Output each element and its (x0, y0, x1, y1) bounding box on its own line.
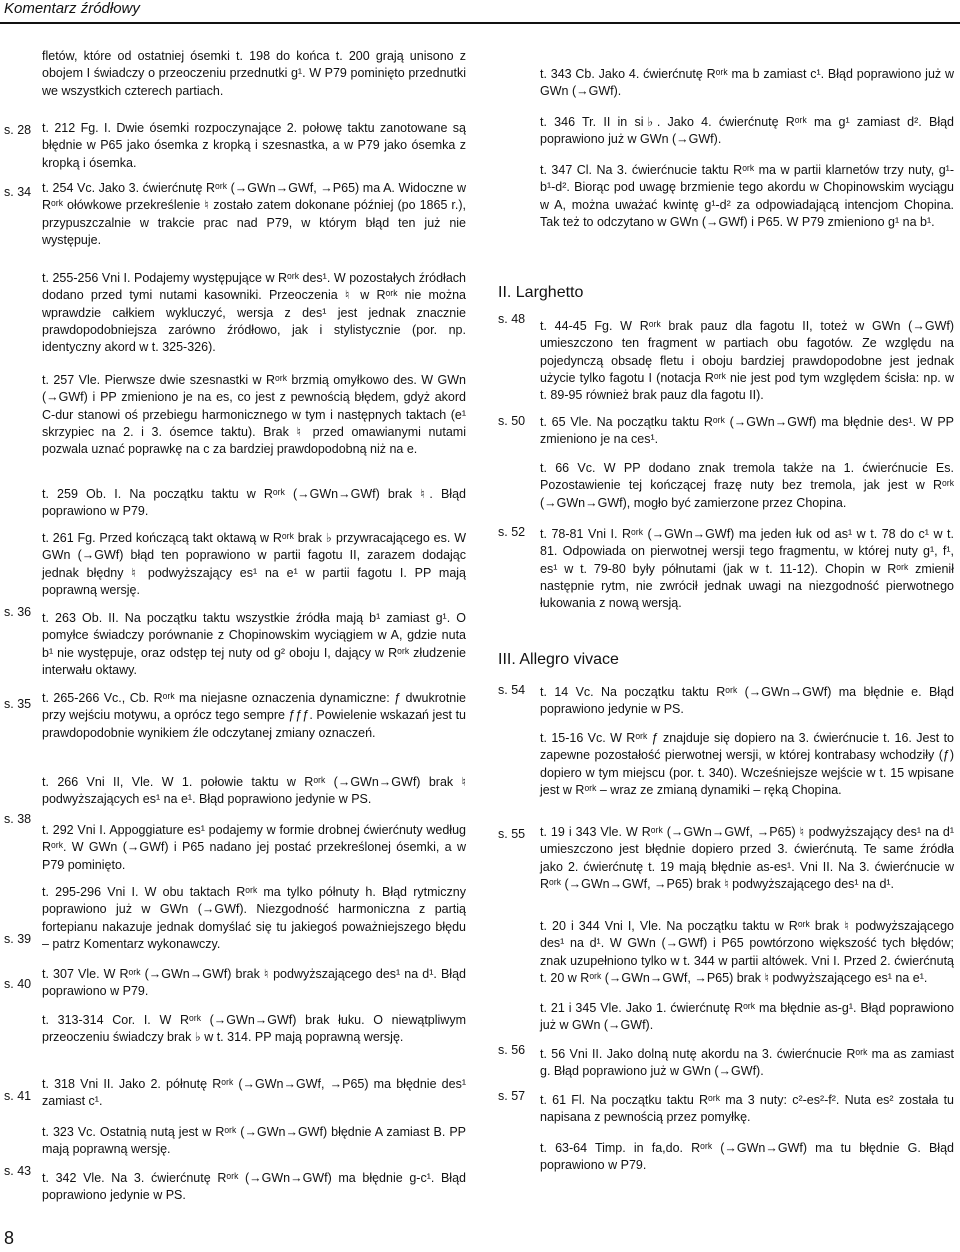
side-label: s. 56 (498, 1043, 526, 1057)
side-label: s. 39 (4, 932, 32, 946)
commentary-entry: t. 347 Cl. Na 3. ćwierćnucie taktu Rᵒʳᵏ ma w partii klarnetów trzy nuty, g¹-b¹-d². Biorąc pod uwagę brzmienie tego akordu w Chopinowskim wyciągu w A, można uważać kwintę g¹-d² za odpowiadającą intencjom Chopina. Tak też to odczytano w GWn (→GWf) i P65. W P79 zmieniono g¹ na b¹. (540, 163, 954, 229)
commentary-entry: t. 346 Tr. II in si♭. Jako 4. ćwierćnutę Rᵒʳᵏ ma g¹ zamiast d². Błąd poprawiono już w GWn (→GWf). (540, 115, 954, 147)
commentary-entry: t. 318 Vni II. Jako 2. półnutę Rᵒʳᵏ (→GWn→GWf, →P65) ma błędnie des¹ zamiast c¹. (42, 1077, 466, 1109)
commentary-entry: t. 343 Cb. Jako 4. ćwierćnutę Rᵒʳᵏ ma b zamiast c¹. Błąd poprawiono już w GWn (→GWf). (540, 67, 954, 99)
commentary-entry: t. 15-16 Vc. W Rᵒʳᵏ ƒ znajduje się dopiero na 3. ćwierćnucie t. 16. Jest to zapewne pozostałość pierwotnej wersji, w której kontrabasy wchodziły (ƒ) dopiero w tym miejscu (por. t. 340). Wcześniejsze wejście w t. 15 wpisane jest w Rᵒʳᵏ – wraz ze zmianą dynamiki – ręką Chopina. (540, 731, 954, 797)
commentary-entry: t. 255-256 Vni I. Podajemy występujące w Rᵒʳᵏ des¹. W pozostałych źródłach dodano przed tymi nutami kasowniki. Przeoczenia ♮ w Rᵒʳᵏ nie można wprawdzie całkiem wykluczyć, wersja z des¹ jest jednak znacznie prawdopodobniejsza zarówno źródłowo, jak i stylistycznie (por. np. identyczny akord w t. 325-326). (42, 271, 466, 355)
commentary-entry: t. 342 Vle. Na 3. ćwierćnutę Rᵒʳᵏ (→GWn→GWf) ma błędnie g-c¹. Błąd poprawiono jedynie w PS. (42, 1171, 466, 1203)
section-heading: III. Allegro vivace (498, 651, 619, 668)
commentary-entry: t. 212 Fg. I. Dwie ósemki rozpoczynające 2. połowę taktu zanotowane są błędnie w P65 jako ósemka z kropką i szesnastka, a w P79 jako ósemka z kropką i ósemka. (42, 121, 466, 170)
commentary-entry: t. 14 Vc. Na początku taktu Rᵒʳᵏ (→GWn→GWf) ma błędnie e. Błąd poprawiono jedynie w PS. (540, 685, 954, 717)
side-label: s. 41 (4, 1089, 32, 1103)
commentary-entry: t. 265-266 Vc., Cb. Rᵒʳᵏ ma niejasne oznaczenia dynamiczne: ƒ dwukrotnie przy wejściu motywu, a oprócz tego sempre ƒƒƒ. Powielenie wskazań jest tu prawdopodobnie wynikiem źle odczytanej zmiany oznaczeń. (42, 691, 466, 740)
commentary-entry: t. 257 Vle. Pierwsze dwie szesnastki w Rᵒʳᵏ brzmią omyłkowo des. W GWn (→GWf) i PP zmieniono je na es, co jest z pewnością błędem, gdyż akord C-dur stanowi oś przebiegu harmonicznego w tym i następnych taktach (e¹ skrzypiec na 2. i 3. ósemce taktu). Brak ♮ przed omawianymi nutami pozwala uznać poprawkę na c za bardziej prawdopodobną niż na e. (42, 373, 466, 457)
commentary-entry: t. 61 Fl. Na początku taktu Rᵒʳᵏ ma 3 nuty: c²-es²-f². Nuta es² została tu napisana z pewnością przez pomyłkę. (540, 1093, 954, 1125)
side-label: s. 35 (4, 697, 32, 711)
side-label: s. 50 (498, 414, 526, 428)
side-label: s. 34 (4, 185, 32, 199)
commentary-entry: t. 20 i 344 Vni I, Vle. Na początku taktu w Rᵒʳᵏ brak ♮ podwyższającego des¹ na d¹. W GWn (→GWf) i P65 powtórzono większość tych błędów; znak uzupełniono tylko w t. 344 w partii altówek. Vni I. Przed 2. ćwierćnutą t. 20 w Rᵒʳᵏ (→GWn→GWf, →P65) brak ♮ podwyższającego es¹ na e¹. (540, 919, 954, 985)
side-label: s. 48 (498, 312, 526, 326)
running-title: Komentarz źródłowy (4, 0, 140, 17)
commentary-entry: t. 295-296 Vni I. W obu taktach Rᵒʳᵏ ma tylko półnuty h. Błąd rytmiczny poprawiono już w GWn (→GWf). Niezgodność harmoniczna z partią fortepianu nakazuje jednak domyślać się tu jakiegoś poważniejszego błędu – patrz Komentarz wykonawczy. (42, 885, 466, 951)
commentary-entry: t. 266 Vni II, Vle. W 1. połowie taktu w Rᵒʳᵏ (→GWn→GWf) brak ♮ podwyższających es¹ na e¹. Błąd poprawiono jedynie w PS. (42, 775, 466, 807)
commentary-entry: t. 19 i 343 Vle. W Rᵒʳᵏ (→GWn→GWf, →P65) ♮ podwyższający des¹ na d¹ umieszczono jest błędnie dopiero przed 3. ćwierćnutą. Te same źródła jako 2. ćwierćnutę t. 19 mają błędnie as-es¹. Vni II. Na 3. ćwierćnucie w Rᵒʳᵏ (→GWn→GWf, →P65) brak ♮ podwyższającego des¹ na d¹. (540, 825, 954, 891)
commentary-entry: fletów, które od ostatniej ósemki t. 198 do końca t. 200 grają unisono z obojem I świadczy o przeoczeniu przednutki g¹. W P79 pominięto przednutki we wszystkich czterech partiach. (42, 49, 466, 98)
commentary-entry: t. 263 Ob. II. Na początku taktu wszystkie źródła mają b¹ zamiast g¹. O pomyłce świadczy porównanie z Chopinowskim wyciągiem w A, gdzie nuta b¹ nie występuje, oraz odstęp tej nuty od g² oboju I, dający w Rᵒʳᵏ złudzenie interwału oktawy. (42, 611, 466, 677)
page-number: 8 (4, 1228, 15, 1248)
commentary-entry: t. 21 i 345 Vle. Jako 1. ćwierćnutę Rᵒʳᵏ ma błędnie as-g¹. Błąd poprawiono już w GWn (→GWf). (540, 1001, 954, 1033)
commentary-entry: t. 66 Vc. W PP dodano znak tremola także na 1. ćwierćnucie Es. Pozostawienie tej kończącej frazę nuty bez tremola, jak jest w Rᵒʳᵏ (→GWn→GWf), mogło być zamierzone przez Chopina. (540, 461, 954, 510)
side-label: s. 38 (4, 812, 32, 826)
side-label: s. 52 (498, 525, 526, 539)
commentary-entry: t. 63-64 Timp. in fa,do. Rᵒʳᵏ (→GWn→GWf) ma tu błędnie G. Błąd poprawiono w P79. (540, 1141, 954, 1173)
commentary-entry: t. 292 Vni I. Appoggiature es¹ podajemy w formie drobnej ćwierćnuty według Rᵒʳᵏ. W GWn (→GWf) i P65 nadano jej postać przekreślonej ósemki, a w P79 pominięto. (42, 823, 466, 872)
commentary-entry: t. 65 Vle. Na początku taktu Rᵒʳᵏ (→GWn→GWf) ma błędnie des¹. W PP zmieniono je na ces¹. (540, 415, 954, 447)
commentary-entry: t. 307 Vle. W Rᵒʳᵏ (→GWn→GWf) brak ♮ podwyższającego des¹ na d¹. Błąd poprawiono w P79. (42, 967, 466, 999)
right-column (492, 0, 960, 1252)
commentary-entry: t. 259 Ob. I. Na początku taktu w Rᵒʳᵏ (→GWn→GWf) brak ♮. Błąd poprawiono w P79. (42, 487, 466, 519)
commentary-entry: t. 78-81 Vni I. Rᵒʳᵏ (→GWn→GWf) ma jeden łuk od as¹ w t. 78 do c¹ w t. 81. Odpowiada on pierwotnej wersji tego fragmentu, w której nuty g¹, f¹, es¹ w t. 79-80 były półnutami (jak w t. 11-12). Chopin w Rᵒʳᵏ zmienił następnie rytm, nie zwrócił jednak uwagi na niezgodność pierwotnego łukowania z nową wersją. (540, 527, 954, 611)
side-label: s. 28 (4, 123, 32, 137)
side-label: s. 57 (498, 1089, 526, 1103)
left-column (0, 0, 470, 1252)
side-label: s. 36 (4, 605, 32, 619)
commentary-entry: t. 56 Vni II. Jako dolną nutę akordu na 3. ćwierćnucie Rᵒʳᵏ ma as zamiast g. Błąd poprawiono już w GWn (→GWf). (540, 1047, 954, 1079)
side-label: s. 40 (4, 977, 32, 991)
side-label: s. 43 (4, 1164, 32, 1178)
commentary-entry: t. 44-45 Fg. W Rᵒʳᵏ brak pauz dla fagotu II, toteż w GWn (→GWf) umieszczono ten fragment w partiach obu fagotów. Ze względu na pojedynczą obsadę fletu i oboju bardziej prawdopodobne jest jednak użycie tylko fagotu I (notacja Rᵒʳᵏ nie jest pod tym względem ścisła: np. w t. 89-95 również brak pauz dla fagotu II). (540, 319, 954, 403)
section-heading: II. Larghetto (498, 284, 584, 301)
commentary-entry: t. 323 Vc. Ostatnią nutą jest w Rᵒʳᵏ (→GWn→GWf) błędnie A zamiast B. PP mają poprawną wersję. (42, 1125, 466, 1157)
commentary-entry: t. 313-314 Cor. I. W Rᵒʳᵏ (→GWn→GWf) brak łuku. O niewątpliwym przeoczeniu świadczy brak ♭ w t. 314. PP mają poprawną wersję. (42, 1013, 466, 1045)
commentary-entry: t. 261 Fg. Przed kończącą takt oktawą w Rᵒʳᵏ brak ♭ przywracającego es. W GWn (→GWf) błąd ten poprawiono w partii fagotu II, zarazem dodając jednak błędny ♮ podwyższający es¹ na e¹ w partii fagotu I. PP mają poprawną wersję. (42, 531, 466, 597)
side-label: s. 55 (498, 827, 526, 841)
side-label: s. 54 (498, 683, 526, 697)
commentary-entry: t. 254 Vc. Jako 3. ćwierćnutę Rᵒʳᵏ (→GWn→GWf, →P65) ma A. Widoczne w Rᵒʳᵏ ołówkowe przekreślenie ♮ zostało zatem dokonane później (po 1865 r.), przypuszczalnie w trakcie prac nad P79, w którym błąd ten już nie występuje. (42, 181, 466, 247)
